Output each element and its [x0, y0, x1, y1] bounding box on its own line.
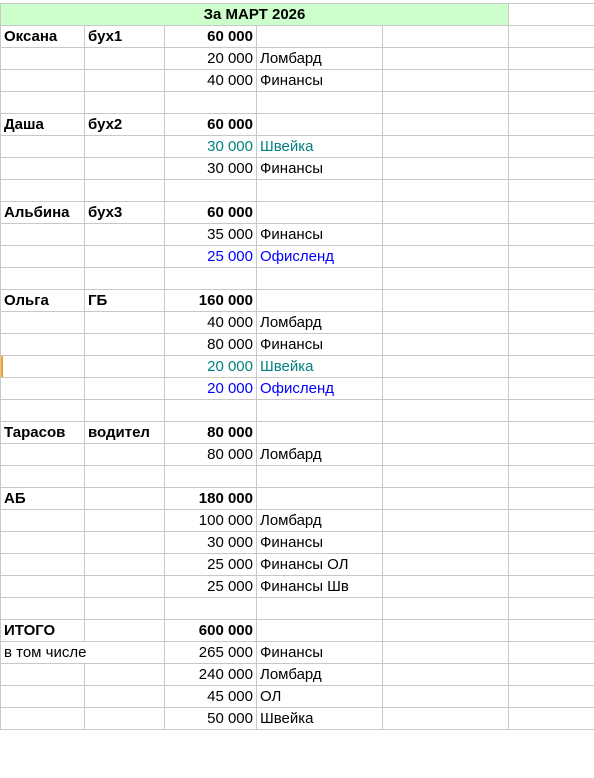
cell-amount[interactable] [165, 466, 257, 488]
cell-category[interactable] [257, 26, 383, 48]
cell[interactable] [509, 70, 594, 92]
cell-amount[interactable]: 265 000 [165, 642, 257, 664]
cell-category[interactable] [257, 92, 383, 114]
cell-role[interactable] [85, 554, 165, 576]
table-row [1, 202, 594, 224]
cell-amount[interactable]: 240 000 [165, 664, 257, 686]
cell-name[interactable] [1, 598, 85, 620]
table-row [1, 136, 594, 158]
cell-name[interactable]: Альбина [1, 202, 85, 224]
cell-role[interactable]: бух1 [85, 26, 165, 48]
cell[interactable] [383, 202, 509, 224]
cell-amount[interactable]: 600 000 [165, 620, 257, 642]
table-row [1, 92, 594, 114]
cell-category[interactable] [257, 422, 383, 444]
cell[interactable] [509, 510, 594, 532]
cell-name[interactable]: Даша [1, 114, 85, 136]
cell-role[interactable] [85, 268, 165, 290]
cell-role[interactable] [85, 620, 165, 642]
cell-name[interactable] [1, 92, 85, 114]
cell-name[interactable] [1, 532, 85, 554]
cell[interactable] [383, 312, 509, 334]
cell-role[interactable]: ГБ [85, 290, 165, 312]
cell-role[interactable] [85, 136, 165, 158]
cell[interactable] [383, 180, 509, 202]
cell-role[interactable] [85, 664, 165, 686]
cell-category[interactable]: Финансы [257, 158, 383, 180]
table-row [1, 620, 594, 642]
cell[interactable] [383, 422, 509, 444]
cell-category[interactable] [257, 180, 383, 202]
cell-category[interactable]: Ломбард [257, 312, 383, 334]
cell-amount[interactable]: 160 000 [165, 290, 257, 312]
cell-amount[interactable]: 30 000 [165, 136, 257, 158]
cell-name[interactable] [1, 334, 85, 356]
cell-amount[interactable] [165, 92, 257, 114]
cell[interactable] [509, 400, 594, 422]
cell[interactable] [383, 488, 509, 510]
cell[interactable] [509, 532, 594, 554]
cell[interactable] [509, 422, 594, 444]
cell[interactable] [383, 708, 509, 730]
cell[interactable] [509, 312, 594, 334]
table-row [1, 268, 594, 290]
cell[interactable] [383, 224, 509, 246]
table-row [1, 70, 594, 92]
cell-role[interactable] [85, 92, 165, 114]
cell[interactable] [383, 158, 509, 180]
cell-category[interactable]: Финансы [257, 334, 383, 356]
cell-amount[interactable]: 60 000 [165, 202, 257, 224]
cell[interactable] [509, 598, 594, 620]
cell-category[interactable]: Ломбард [257, 444, 383, 466]
cell[interactable] [509, 268, 594, 290]
cell[interactable] [383, 686, 509, 708]
cell-amount[interactable]: 35 000 [165, 224, 257, 246]
title-row [1, 4, 594, 26]
cell[interactable] [383, 92, 509, 114]
cell-category[interactable] [257, 466, 383, 488]
cell-amount[interactable]: 20 000 [165, 356, 257, 378]
table-row [1, 378, 594, 400]
cell-category[interactable] [257, 400, 383, 422]
cell[interactable] [509, 158, 594, 180]
cell-name[interactable]: АБ [1, 488, 85, 510]
table-row [1, 488, 594, 510]
cell-category[interactable]: Финансы Шв [257, 576, 383, 598]
cell-category[interactable]: Финансы [257, 70, 383, 92]
cell[interactable] [509, 554, 594, 576]
cell-amount[interactable]: 80 000 [165, 444, 257, 466]
table-row [1, 576, 594, 598]
cell-amount[interactable]: 30 000 [165, 158, 257, 180]
cell[interactable] [509, 180, 594, 202]
cell-category[interactable]: ОЛ [257, 686, 383, 708]
cell[interactable] [509, 92, 594, 114]
table-row [1, 686, 594, 708]
cell-role[interactable] [85, 444, 165, 466]
table-row [1, 598, 594, 620]
cell[interactable] [509, 356, 594, 378]
cell-role[interactable] [85, 48, 165, 70]
table-row [1, 180, 594, 202]
cell-amount[interactable]: 30 000 [165, 532, 257, 554]
cell-role[interactable] [85, 488, 165, 510]
cell[interactable] [509, 686, 594, 708]
cell[interactable] [509, 136, 594, 158]
cell-name[interactable]: ИТОГО [1, 620, 85, 642]
cell[interactable] [509, 488, 594, 510]
cell[interactable] [509, 576, 594, 598]
cell[interactable] [383, 510, 509, 532]
cell-name[interactable]: Ольга [1, 290, 85, 312]
cell-role[interactable] [85, 532, 165, 554]
table-row [1, 334, 594, 356]
cell-role[interactable] [85, 224, 165, 246]
cell-amount[interactable] [165, 268, 257, 290]
cell-name[interactable] [1, 708, 85, 730]
table-row [1, 158, 594, 180]
cell[interactable] [509, 246, 594, 268]
table-row [1, 532, 594, 554]
table-row [1, 510, 594, 532]
cell-role[interactable]: бух2 [85, 114, 165, 136]
table-row [1, 422, 594, 444]
table-row [1, 312, 594, 334]
cell-amount[interactable]: 20 000 [165, 48, 257, 70]
cell-name[interactable] [1, 312, 85, 334]
cell-name[interactable] [1, 466, 85, 488]
cell[interactable] [383, 444, 509, 466]
cell-name[interactable]: Тарасов [1, 422, 85, 444]
table-row [1, 48, 594, 70]
cell-category[interactable] [257, 620, 383, 642]
cell-role[interactable] [85, 400, 165, 422]
cell[interactable] [509, 334, 594, 356]
cell-name[interactable] [1, 136, 85, 158]
cell-category[interactable] [257, 114, 383, 136]
cell[interactable] [509, 26, 594, 48]
cell[interactable] [383, 48, 509, 70]
cell[interactable] [383, 334, 509, 356]
cell-category[interactable]: Офисленд [257, 378, 383, 400]
cell-role[interactable] [85, 70, 165, 92]
cell[interactable] [383, 136, 509, 158]
cell-name[interactable] [1, 400, 85, 422]
cell-role[interactable] [85, 466, 165, 488]
cell[interactable] [383, 268, 509, 290]
cell-category[interactable]: Финансы [257, 642, 383, 664]
cell-amount[interactable]: 100 000 [165, 510, 257, 532]
cell-role[interactable] [85, 334, 165, 356]
table-row [1, 246, 594, 268]
cell[interactable] [509, 224, 594, 246]
cell-category[interactable]: Швейка [257, 356, 383, 378]
cell-category[interactable]: Ломбард [257, 48, 383, 70]
cell[interactable] [383, 246, 509, 268]
cell[interactable] [383, 554, 509, 576]
cell[interactable] [383, 378, 509, 400]
cell-amount[interactable]: 40 000 [165, 70, 257, 92]
cell[interactable] [383, 620, 509, 642]
cell-role[interactable]: водител [85, 422, 165, 444]
cell[interactable] [383, 532, 509, 554]
cell[interactable] [383, 598, 509, 620]
cell[interactable] [509, 642, 594, 664]
cell[interactable] [509, 202, 594, 224]
cell-name[interactable] [1, 510, 85, 532]
cell-name[interactable] [1, 356, 85, 378]
cell-category[interactable]: Офисленд [257, 246, 383, 268]
cell-role[interactable] [85, 158, 165, 180]
cell-name[interactable] [1, 180, 85, 202]
cell-category[interactable] [257, 290, 383, 312]
cell-role[interactable] [85, 356, 165, 378]
cell-category[interactable]: Ломбард [257, 664, 383, 686]
cell-name[interactable]: Оксана [1, 26, 85, 48]
cell-amount[interactable]: 25 000 [165, 576, 257, 598]
cell[interactable] [509, 4, 594, 26]
cell-category[interactable]: Финансы ОЛ [257, 554, 383, 576]
cell-amount[interactable]: 60 000 [165, 26, 257, 48]
cell-amount[interactable] [165, 400, 257, 422]
table-row [1, 444, 594, 466]
cell-category[interactable]: Финансы [257, 224, 383, 246]
cell-name[interactable] [1, 554, 85, 576]
cell-role[interactable] [85, 246, 165, 268]
cell-category[interactable]: Ломбард [257, 510, 383, 532]
cell-category[interactable]: Швейка [257, 708, 383, 730]
cell-name[interactable] [1, 48, 85, 70]
cell-name[interactable] [1, 576, 85, 598]
cell-amount[interactable]: 25 000 [165, 554, 257, 576]
cell-amount[interactable]: 60 000 [165, 114, 257, 136]
cell-amount[interactable] [165, 180, 257, 202]
cell[interactable] [509, 378, 594, 400]
cell-amount[interactable]: 180 000 [165, 488, 257, 510]
cell-role[interactable] [85, 686, 165, 708]
cell-amount[interactable]: 80 000 [165, 334, 257, 356]
table-row [1, 554, 594, 576]
cell[interactable] [509, 290, 594, 312]
table-row [1, 642, 594, 664]
cell[interactable] [509, 48, 594, 70]
cell-role[interactable] [85, 180, 165, 202]
cell[interactable] [509, 114, 594, 136]
table-row [1, 114, 594, 136]
cell-name[interactable] [1, 686, 85, 708]
cell[interactable] [383, 290, 509, 312]
cell-amount[interactable] [165, 598, 257, 620]
cell-name[interactable] [1, 664, 85, 686]
table-row [1, 290, 594, 312]
table-row [1, 224, 594, 246]
cell[interactable] [383, 466, 509, 488]
salary-table [0, 3, 594, 730]
cell-category[interactable]: Швейка [257, 136, 383, 158]
cell[interactable] [509, 620, 594, 642]
table-row [1, 664, 594, 686]
cell-amount[interactable]: 20 000 [165, 378, 257, 400]
cell[interactable] [383, 400, 509, 422]
table-row [1, 400, 594, 422]
cell-category[interactable] [257, 202, 383, 224]
cell[interactable] [383, 70, 509, 92]
cell-category[interactable] [257, 268, 383, 290]
cell-name[interactable] [1, 246, 85, 268]
cell-role[interactable] [85, 576, 165, 598]
cell-role[interactable]: бух3 [85, 202, 165, 224]
cell-role[interactable] [85, 378, 165, 400]
sheet-title[interactable]: За МАРТ 2026 [1, 4, 509, 26]
cell-amount[interactable]: 45 000 [165, 686, 257, 708]
cell[interactable] [509, 708, 594, 730]
cell-name[interactable] [1, 224, 85, 246]
cell-name[interactable] [1, 444, 85, 466]
cell-amount[interactable]: 50 000 [165, 708, 257, 730]
cell[interactable] [383, 642, 509, 664]
cell-role[interactable] [85, 510, 165, 532]
cell[interactable] [383, 356, 509, 378]
cell-amount[interactable]: 25 000 [165, 246, 257, 268]
cell-category[interactable] [257, 488, 383, 510]
cell-name[interactable] [1, 378, 85, 400]
table-row [1, 26, 594, 48]
cell[interactable] [383, 664, 509, 686]
cell-category[interactable] [257, 598, 383, 620]
cell-name[interactable]: в том числе [1, 642, 165, 664]
cell-role[interactable] [85, 598, 165, 620]
table-row [1, 708, 594, 730]
cell[interactable] [509, 466, 594, 488]
cell-category[interactable]: Финансы [257, 532, 383, 554]
cell[interactable] [509, 664, 594, 686]
cell-name[interactable] [1, 158, 85, 180]
cell[interactable] [383, 576, 509, 598]
cell-amount[interactable]: 80 000 [165, 422, 257, 444]
cell-name[interactable] [1, 268, 85, 290]
cell-name[interactable] [1, 70, 85, 92]
cell-role[interactable] [85, 312, 165, 334]
cell[interactable] [509, 444, 594, 466]
table-row [1, 356, 594, 378]
table-row [1, 466, 594, 488]
cell-role[interactable] [85, 708, 165, 730]
cell-amount[interactable]: 40 000 [165, 312, 257, 334]
cell[interactable] [383, 114, 509, 136]
cell[interactable] [383, 26, 509, 48]
